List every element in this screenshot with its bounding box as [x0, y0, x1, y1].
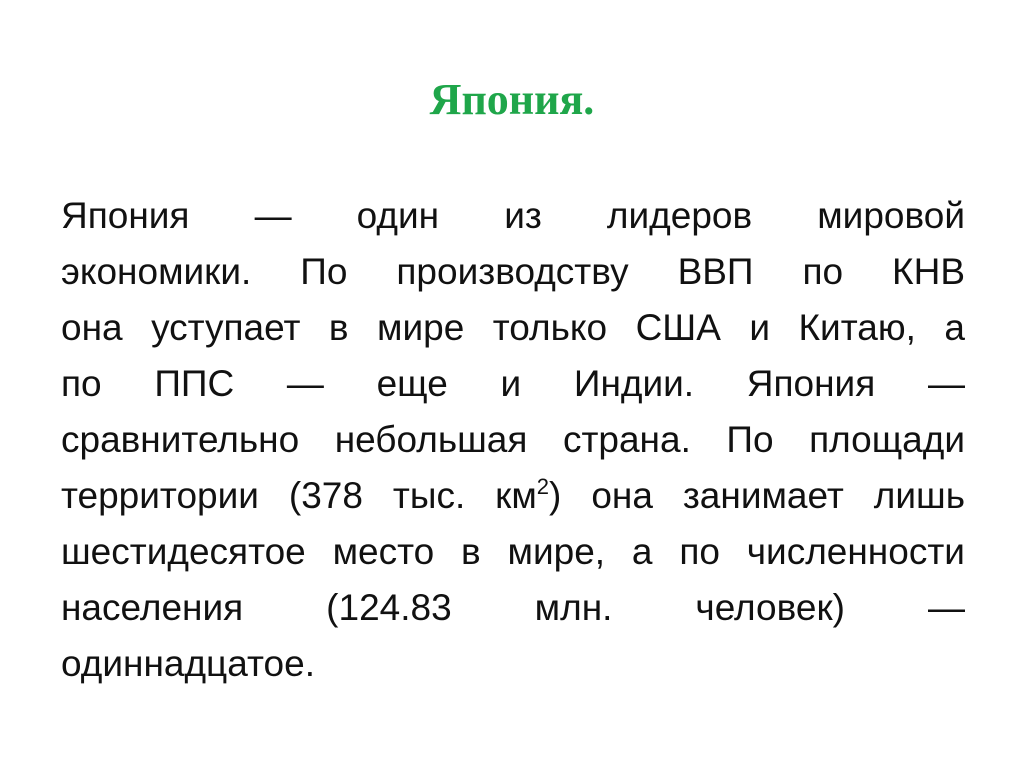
word: в — [328, 307, 349, 348]
word: экономики. — [61, 251, 252, 292]
word: мировой — [817, 195, 965, 236]
area-unit — [495, 468, 561, 524]
word: по — [61, 363, 102, 404]
word: по — [679, 531, 720, 572]
close-paren: ) — [549, 475, 562, 516]
text-line-2 — [61, 244, 965, 300]
body-paragraph — [61, 188, 965, 692]
word: — — [927, 363, 965, 404]
word: небольшая — [334, 419, 528, 460]
word: Япония — [61, 195, 190, 236]
word: в — [461, 531, 481, 572]
word: и — [500, 363, 522, 404]
word: — — [286, 363, 324, 404]
word: США — [635, 307, 721, 348]
word: занимает — [682, 475, 844, 516]
word: численности — [746, 531, 965, 572]
word: она — [61, 307, 123, 348]
word: (378 — [288, 475, 363, 516]
word: мире, — [507, 531, 606, 572]
text-line-8 — [61, 580, 965, 636]
word: ВВП — [677, 251, 754, 292]
word: лишь — [873, 475, 965, 516]
word: а — [631, 531, 653, 572]
word: место — [332, 531, 435, 572]
superscript: 2 — [536, 474, 550, 499]
text-line-5 — [61, 412, 965, 468]
word: уступает — [151, 307, 301, 348]
word: а — [944, 307, 965, 348]
word: тыс. — [392, 475, 466, 516]
word: По — [300, 251, 348, 292]
word: шестидесятое — [61, 531, 306, 572]
slide-title: Япония. — [429, 75, 595, 124]
word: (124.83 — [326, 587, 452, 628]
word: ППС — [154, 363, 235, 404]
word: территории — [61, 475, 259, 516]
text-line-3 — [61, 300, 965, 356]
word: — — [927, 587, 965, 628]
word: мире — [377, 307, 465, 348]
word: производству — [396, 251, 629, 292]
word: человек) — [695, 587, 845, 628]
word: она — [591, 475, 653, 516]
text-line-4 — [61, 356, 965, 412]
word: страна. — [562, 419, 691, 460]
word: из — [504, 195, 542, 236]
word: по — [802, 251, 844, 292]
text-line-9: одиннадцатое. — [61, 643, 315, 684]
word: лидеров — [606, 195, 753, 236]
word: и — [749, 307, 771, 348]
text-line-1 — [61, 188, 965, 244]
word: площади — [809, 419, 965, 460]
word: По — [726, 419, 774, 460]
text-line-6 — [61, 468, 965, 524]
word: Китаю, — [798, 307, 916, 348]
word: сравнительно — [61, 419, 300, 460]
word: Индии. — [573, 363, 695, 404]
word: только — [492, 307, 608, 348]
word: один — [356, 195, 440, 236]
word: населения — [61, 587, 244, 628]
word: млн. — [534, 587, 613, 628]
word: Япония — [746, 363, 876, 404]
text-line-7 — [61, 524, 965, 580]
word: — — [254, 195, 292, 236]
word: КНВ — [892, 251, 965, 292]
word: еще — [376, 363, 448, 404]
unit-text: км — [495, 475, 537, 516]
